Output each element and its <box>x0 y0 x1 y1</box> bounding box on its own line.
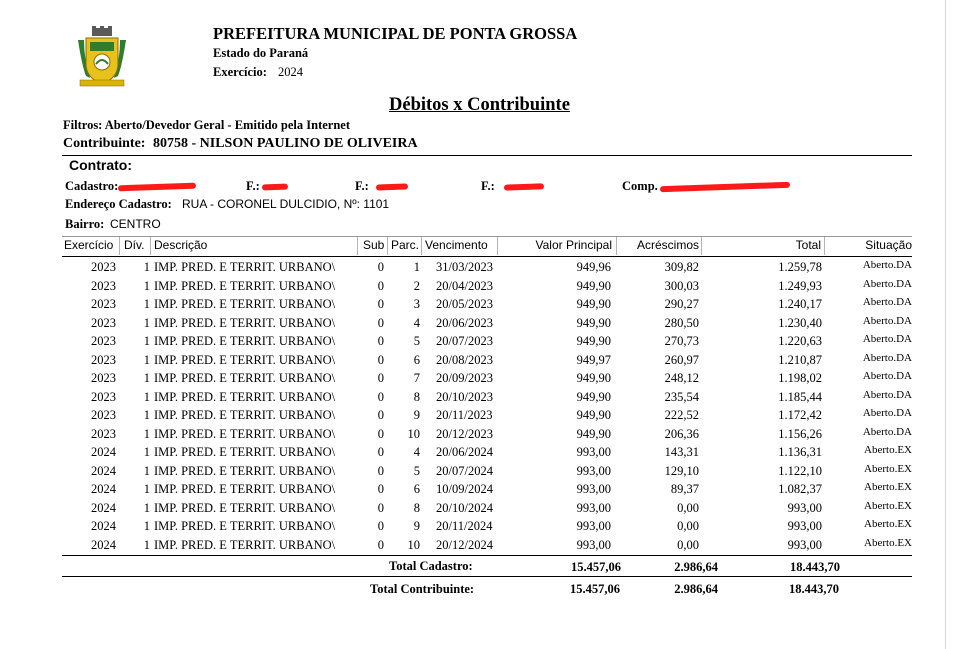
cell-exercicio: 2023 <box>91 426 116 441</box>
table-row <box>0 260 961 278</box>
table-row <box>0 501 961 519</box>
cell-vencimento: 20/09/2023 <box>436 371 493 385</box>
f2-label: F.: <box>355 179 369 193</box>
cell-acrescimos: 309,82 <box>664 260 699 274</box>
bairro-value: CENTRO <box>110 217 161 231</box>
cell-sub: 0 <box>377 482 384 496</box>
cell-descricao: IMP. PRED. E TERRIT. URBANO\ <box>154 315 336 330</box>
cell-descricao: IMP. PRED. E TERRIT. URBANO\ <box>154 297 336 311</box>
cell-sub: 0 <box>377 315 384 330</box>
cell-principal: 993,00 <box>576 519 611 533</box>
cell-sub: 0 <box>377 260 384 274</box>
cell-situacao: Aberto.DA <box>862 314 912 327</box>
cell-vencimento: 20/06/2024 <box>436 445 493 459</box>
cell-principal: 949,90 <box>576 334 611 348</box>
cell-acrescimos: 0,00 <box>677 519 699 533</box>
cell-exercicio: 2023 <box>91 352 116 367</box>
cell-div: 1 <box>143 352 150 367</box>
cell-div: 1 <box>143 371 150 385</box>
endereco-label: Endereço Cadastro: <box>65 197 172 211</box>
cell-parc: 3 <box>413 297 420 311</box>
col-header-vencimento: Vencimento <box>425 238 488 252</box>
cell-total: 1.198,02 <box>778 371 822 385</box>
cell-descricao: IMP. PRED. E TERRIT. URBANO\ <box>154 334 336 348</box>
exercicio-value: 2024 <box>278 65 303 79</box>
cell-situacao: Aberto.DA <box>862 425 912 438</box>
cell-descricao: IMP. PRED. E TERRIT. URBANO\ <box>154 371 336 385</box>
cell-exercicio: 2023 <box>91 334 116 348</box>
cell-principal: 993,00 <box>576 445 611 459</box>
total-cadastro-principal: 15.457,06 <box>571 560 621 574</box>
cell-parc: 5 <box>413 334 420 348</box>
cell-total: 993,00 <box>787 519 822 533</box>
cell-div: 1 <box>143 297 150 311</box>
org-name: PREFEITURA MUNICIPAL DE PONTA GROSSA <box>213 24 578 43</box>
cell-sub: 0 <box>377 500 384 515</box>
col-separator <box>824 237 825 255</box>
cell-parc: 4 <box>413 445 420 459</box>
cell-situacao: Aberto.DA <box>862 259 912 271</box>
cell-div: 1 <box>143 260 150 274</box>
cell-acrescimos: 248,12 <box>664 371 699 385</box>
cell-exercicio: 2023 <box>91 297 116 311</box>
cell-descricao: IMP. PRED. E TERRIT. URBANO\ <box>154 500 336 515</box>
cell-exercicio: 2024 <box>91 537 116 552</box>
cell-sub: 0 <box>377 426 384 441</box>
col-separator <box>357 237 358 255</box>
cell-total: 1.172,42 <box>778 408 822 422</box>
cell-parc: 5 <box>413 463 420 478</box>
cell-descricao: IMP. PRED. E TERRIT. URBANO\ <box>154 389 336 404</box>
table-row <box>0 427 961 445</box>
table-row <box>0 371 961 389</box>
f3-label: F.: <box>481 179 495 193</box>
cell-vencimento: 31/03/2023 <box>436 260 493 274</box>
cell-vencimento: 20/07/2024 <box>436 463 493 478</box>
cell-parc: 6 <box>413 482 420 496</box>
cell-principal: 949,90 <box>576 315 611 330</box>
table-row <box>0 482 961 500</box>
cadastro-label: Cadastro: <box>65 179 119 193</box>
cell-sub: 0 <box>377 519 384 533</box>
cell-descricao: IMP. PRED. E TERRIT. URBANO\ <box>154 463 336 478</box>
cell-sub: 0 <box>377 334 384 348</box>
cell-acrescimos: 0,00 <box>677 537 699 552</box>
totals-bottom-rule <box>62 576 912 577</box>
col-separator <box>387 237 388 255</box>
cell-principal: 949,97 <box>576 352 611 367</box>
cell-acrescimos: 270,73 <box>664 334 699 348</box>
cell-vencimento: 20/12/2023 <box>436 426 493 441</box>
cell-situacao: Aberto.DA <box>862 388 912 401</box>
cell-total: 1.122,10 <box>778 463 822 478</box>
cell-vencimento: 20/10/2024 <box>436 500 493 515</box>
cell-acrescimos: 290,27 <box>664 297 699 311</box>
cell-descricao: IMP. PRED. E TERRIT. URBANO\ <box>154 408 336 422</box>
cell-acrescimos: 129,10 <box>664 463 699 478</box>
cell-principal: 949,90 <box>576 389 611 404</box>
col-separator <box>421 237 422 255</box>
cell-div: 1 <box>143 463 150 478</box>
cell-exercicio: 2023 <box>91 278 116 293</box>
cell-situacao: Aberto.EX <box>864 481 912 493</box>
cell-principal: 949,90 <box>576 278 611 293</box>
cell-principal: 949,90 <box>576 426 611 441</box>
cell-parc: 2 <box>413 278 420 293</box>
cell-vencimento: 20/11/2023 <box>436 408 493 422</box>
bairro-label: Bairro: <box>65 217 105 231</box>
cell-vencimento: 20/11/2024 <box>436 519 493 533</box>
cell-exercicio: 2023 <box>91 260 116 274</box>
endereco-value: RUA - CORONEL DULCIDIO, Nº: 1101 <box>182 197 390 211</box>
cell-div: 1 <box>143 519 150 533</box>
cell-sub: 0 <box>377 297 384 311</box>
cell-exercicio: 2024 <box>91 519 116 533</box>
cell-situacao: Aberto.EX <box>864 444 912 456</box>
cell-principal: 993,00 <box>576 463 611 478</box>
cell-div: 1 <box>143 389 150 404</box>
cell-total: 993,00 <box>787 500 822 515</box>
cell-descricao: IMP. PRED. E TERRIT. URBANO\ <box>154 352 336 367</box>
cell-principal: 993,00 <box>576 482 611 496</box>
cell-vencimento: 10/09/2024 <box>436 482 493 496</box>
cell-div: 1 <box>143 315 150 330</box>
cell-situacao: Aberto.DA <box>862 351 912 364</box>
cell-acrescimos: 222,52 <box>664 408 699 422</box>
f1-label: F.: <box>246 179 260 193</box>
table-row <box>0 390 961 408</box>
cell-exercicio: 2023 <box>91 315 116 330</box>
filters-line: Filtros: Aberto/Devedor Geral - Emitido pela Internet <box>63 118 350 132</box>
comp-label: Comp. <box>622 179 658 193</box>
cell-parc: 6 <box>413 352 420 367</box>
table-row <box>0 538 961 556</box>
cell-principal: 949,90 <box>576 371 611 385</box>
col-separator <box>701 237 702 255</box>
cell-div: 1 <box>143 537 150 552</box>
cell-total: 993,00 <box>787 537 822 552</box>
cell-situacao: Aberto.DA <box>862 370 912 382</box>
cell-exercicio: 2024 <box>91 482 116 496</box>
cell-sub: 0 <box>377 537 384 552</box>
cell-descricao: IMP. PRED. E TERRIT. URBANO\ <box>154 519 336 533</box>
cell-principal: 949,90 <box>576 297 611 311</box>
cell-situacao: Aberto.EX <box>864 499 912 512</box>
cell-exercicio: 2024 <box>91 463 116 478</box>
cell-div: 1 <box>143 482 150 496</box>
cell-situacao: Aberto.DA <box>862 277 912 290</box>
col-header-exercicio: Exercício <box>64 238 114 252</box>
table-row <box>0 316 961 334</box>
cell-total: 1.240,17 <box>778 297 822 311</box>
coat-of-arms-logo <box>72 26 132 90</box>
cell-parc: 8 <box>413 389 420 404</box>
cell-situacao: Aberto.EX <box>864 462 912 475</box>
cell-div: 1 <box>143 426 150 441</box>
cell-descricao: IMP. PRED. E TERRIT. URBANO\ <box>154 260 336 274</box>
cell-div: 1 <box>143 445 150 459</box>
cell-principal: 949,96 <box>576 260 611 274</box>
cell-div: 1 <box>143 278 150 293</box>
cell-total: 1.156,26 <box>778 426 822 441</box>
cell-div: 1 <box>143 408 150 422</box>
cell-vencimento: 20/08/2023 <box>436 352 493 367</box>
contribuinte-label: Contribuinte: <box>63 136 146 151</box>
cell-situacao: Aberto.DA <box>862 296 912 308</box>
cell-exercicio: 2024 <box>91 445 116 459</box>
col-separator <box>150 237 151 255</box>
col-header-div: Dív. <box>124 238 145 252</box>
table-header-top-rule <box>62 236 912 237</box>
table-row <box>0 408 961 426</box>
table-row <box>0 464 961 482</box>
cell-situacao: Aberto.EX <box>864 536 912 549</box>
cell-sub: 0 <box>377 445 384 459</box>
cell-total: 1.230,40 <box>778 315 822 330</box>
cell-total: 1.185,44 <box>778 389 822 404</box>
cell-sub: 0 <box>377 371 384 385</box>
col-header-sub: Sub <box>363 238 385 252</box>
cell-vencimento: 20/10/2023 <box>436 389 493 404</box>
cell-acrescimos: 235,54 <box>664 389 699 404</box>
report-title: Débitos x Contribuinte <box>389 95 570 115</box>
table-row <box>0 334 961 352</box>
table-row <box>0 519 961 537</box>
divider-top <box>62 155 912 156</box>
total-cadastro-total: 18.443,70 <box>790 560 840 574</box>
col-header-descricao: Descrição <box>154 238 208 252</box>
total-contribuinte-total: 18.443,70 <box>789 582 839 596</box>
cell-principal: 949,90 <box>576 408 611 422</box>
cell-acrescimos: 89,37 <box>670 482 699 496</box>
cell-total: 1.082,37 <box>778 482 822 496</box>
cell-sub: 0 <box>377 408 384 422</box>
col-separator <box>119 237 120 255</box>
cell-vencimento: 20/06/2023 <box>436 315 493 330</box>
cell-acrescimos: 260,97 <box>664 352 699 367</box>
col-header-principal: Valor Principal <box>535 238 612 252</box>
cell-acrescimos: 206,36 <box>664 426 699 441</box>
cell-exercicio: 2023 <box>91 408 116 422</box>
cell-vencimento: 20/05/2023 <box>436 297 493 311</box>
cell-parc: 7 <box>413 371 420 385</box>
cell-descricao: IMP. PRED. E TERRIT. URBANO\ <box>154 426 336 441</box>
table-header-bottom-rule <box>62 256 912 257</box>
cell-sub: 0 <box>377 389 384 404</box>
cell-vencimento: 20/04/2023 <box>436 278 493 293</box>
cell-div: 1 <box>143 500 150 515</box>
cell-situacao: Aberto.DA <box>862 407 912 419</box>
total-cadastro-label: Total Cadastro: <box>389 559 473 573</box>
cell-total: 1.210,87 <box>778 352 822 367</box>
col-header-situacao: Situação <box>865 238 912 252</box>
cell-parc: 4 <box>413 315 420 330</box>
redaction-mark <box>262 184 288 191</box>
total-contribuinte-principal: 15.457,06 <box>570 582 620 596</box>
cell-sub: 0 <box>377 463 384 478</box>
table-row <box>0 353 961 371</box>
cell-parc: 8 <box>413 500 420 515</box>
total-contribuinte-label: Total Contribuinte: <box>370 582 475 596</box>
cell-descricao: IMP. PRED. E TERRIT. URBANO\ <box>154 537 336 552</box>
total-contribuinte-acrescimos: 2.986,64 <box>674 582 718 596</box>
cell-acrescimos: 300,03 <box>664 278 699 293</box>
contrato-label: Contrato: <box>69 157 132 173</box>
cell-total: 1.220,63 <box>778 334 822 348</box>
col-separator <box>497 237 498 255</box>
cell-acrescimos: 0,00 <box>677 500 699 515</box>
table-row <box>0 279 961 297</box>
cell-parc: 10 <box>407 537 420 552</box>
cell-parc: 9 <box>413 519 420 533</box>
cell-descricao: IMP. PRED. E TERRIT. URBANO\ <box>154 482 336 496</box>
col-header-parc: Parc. <box>391 238 420 252</box>
cell-parc: 1 <box>413 260 420 274</box>
col-header-total: Total <box>795 238 821 252</box>
table-row <box>0 445 961 463</box>
state-name: Estado do Paraná <box>213 46 309 60</box>
cell-total: 1.136,31 <box>778 445 822 459</box>
cell-exercicio: 2023 <box>91 389 116 404</box>
col-header-acrescimos: Acréscimos <box>636 238 699 252</box>
cell-vencimento: 20/07/2023 <box>436 334 493 348</box>
cell-descricao: IMP. PRED. E TERRIT. URBANO\ <box>154 445 336 459</box>
total-cadastro-acrescimos: 2.986,64 <box>674 560 718 574</box>
cell-situacao: Aberto.DA <box>862 333 912 345</box>
cell-acrescimos: 143,31 <box>664 445 699 459</box>
cell-sub: 0 <box>377 352 384 367</box>
cell-vencimento: 20/12/2024 <box>436 537 493 552</box>
cell-situacao: Aberto.EX <box>864 518 912 530</box>
cell-parc: 9 <box>413 408 420 422</box>
cell-descricao: IMP. PRED. E TERRIT. URBANO\ <box>154 278 336 293</box>
totals-top-rule <box>62 555 912 556</box>
cell-total: 1.259,78 <box>778 260 822 274</box>
cell-parc: 10 <box>407 426 420 441</box>
redaction-mark <box>376 183 408 190</box>
cell-principal: 993,00 <box>576 500 611 515</box>
exercicio-label: Exercício: <box>213 65 267 79</box>
cell-div: 1 <box>143 334 150 348</box>
cell-principal: 993,00 <box>576 537 611 552</box>
cell-total: 1.249,93 <box>778 278 822 293</box>
contribuinte-value: 80758 - NILSON PAULINO DE OLIVEIRA <box>153 136 418 151</box>
cell-exercicio: 2024 <box>91 500 116 515</box>
cell-acrescimos: 280,50 <box>664 315 699 330</box>
cell-exercicio: 2023 <box>91 371 116 385</box>
table-row <box>0 297 961 315</box>
cell-sub: 0 <box>377 278 384 293</box>
